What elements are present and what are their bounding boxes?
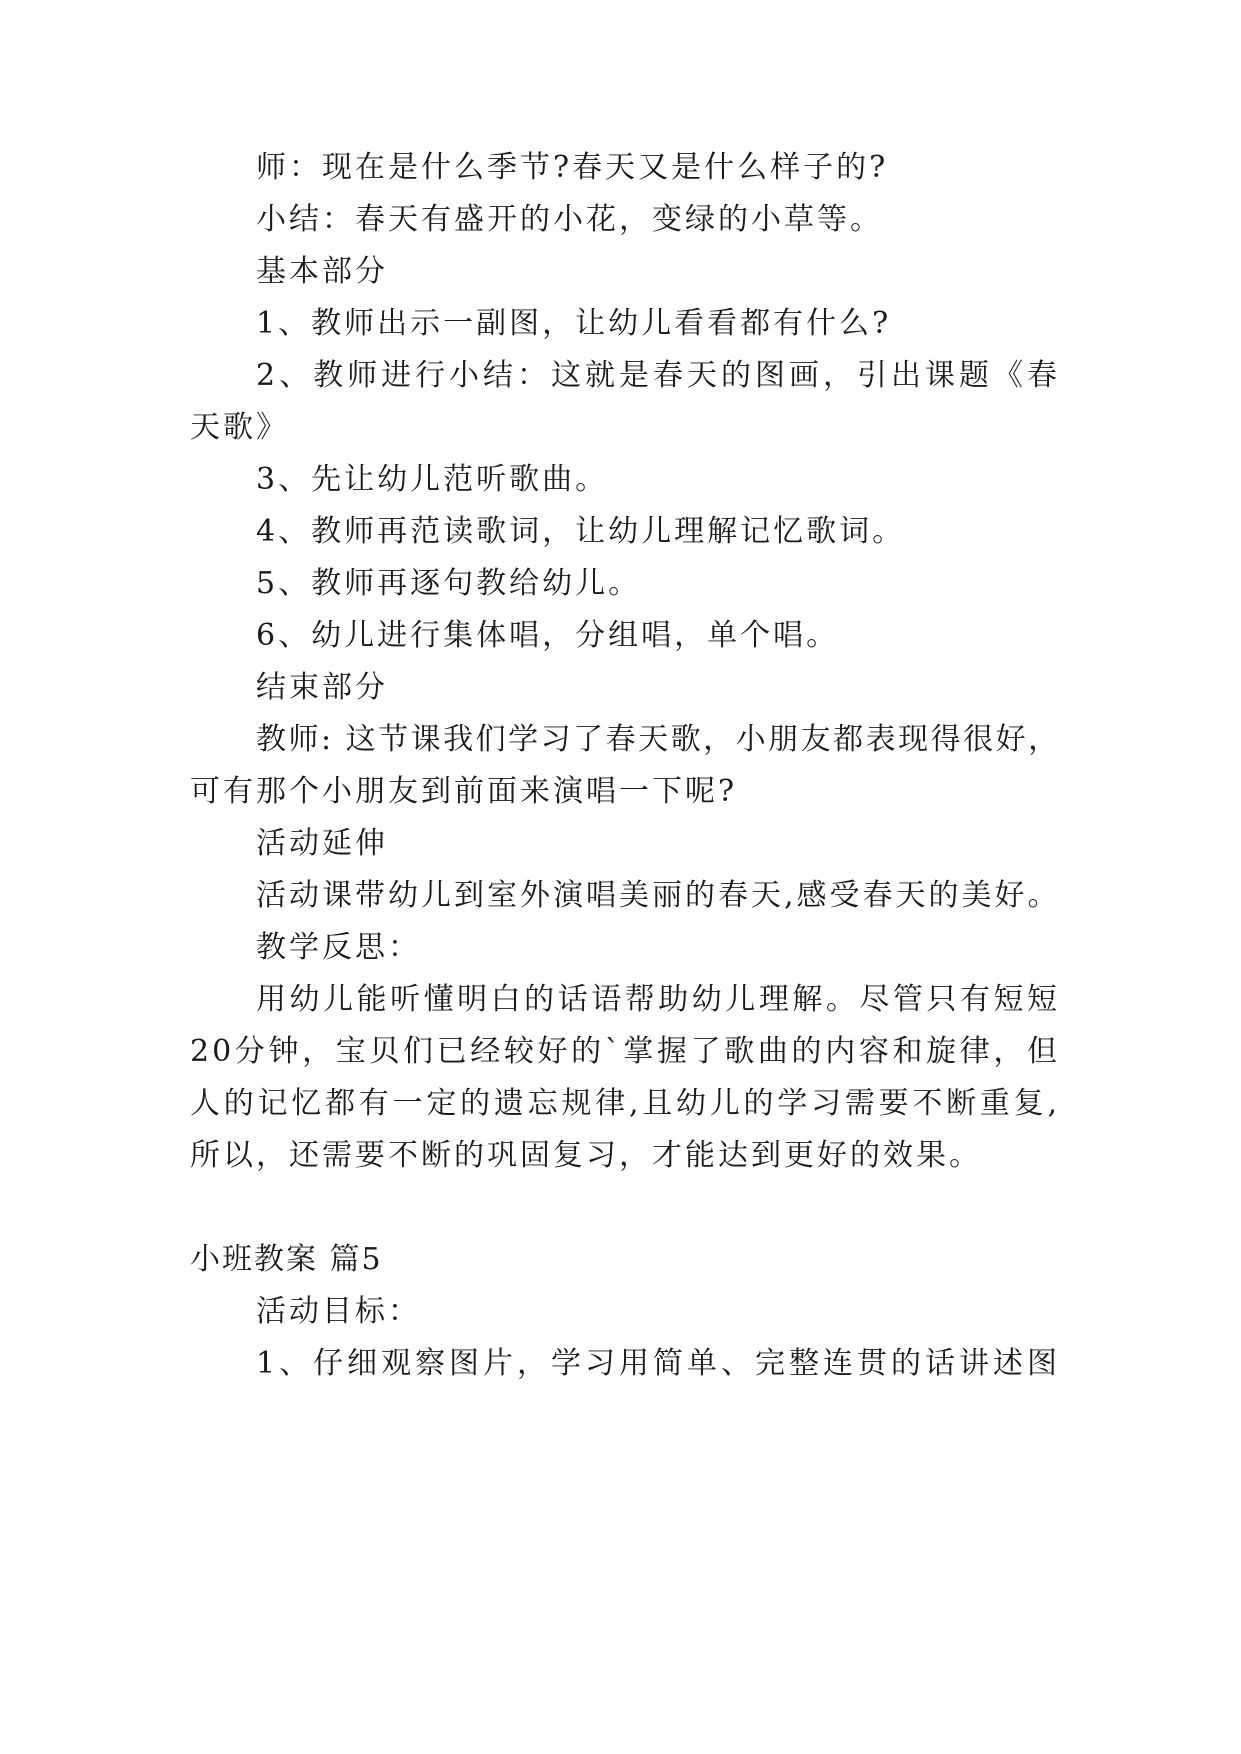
list-item: 5、教师再逐句教给幼儿。 [256,566,642,601]
paragraph-line: 师：现在是什么季节?春天又是什么样子的? [256,150,889,185]
list-item-continuation: 天歌》 [190,410,289,445]
list-item: 1、仔细观察图片，学习用简单、完整连贯的话讲述图 [256,1346,1060,1381]
article-title: 小班教案 篇5 [190,1242,383,1277]
section-heading: 活动延伸 [256,826,388,861]
section-heading: 基本部分 [256,254,388,289]
paragraph-line: 小结：春天有盛开的小花，变绿的小草等。 [256,202,883,237]
paragraph-line: 人的记忆都有一定的遗忘规律,且幼儿的学习需要不断重复, [190,1086,1060,1121]
paragraph-line: 可有那个小朋友到前面来演唱一下呢? [190,774,738,809]
section-heading: 教学反思： [256,930,421,965]
paragraph-line: 活动课带幼儿到室外演唱美丽的春天,感受春天的美好。 [256,878,1061,913]
paragraph-line: 教师: 这节课我们学习了春天歌，小朋友都表现得很好， [256,722,1061,757]
list-item: 2、教师进行小结：这就是春天的图画，引出课题《春 [256,358,1060,393]
list-item: 6、幼儿进行集体唱，分组唱，单个唱。 [256,618,840,653]
paragraph-line: 用幼儿能听懂明白的话语帮助幼儿理解。尽管只有短短 [256,982,1060,1017]
list-item: 3、先让幼儿范听歌曲。 [256,462,609,497]
list-item: 1、教师出示一副图，让幼儿看看都有什么? [256,306,892,341]
paragraph-line: 20分钟，宝贝们已经较好的`掌握了歌曲的内容和旋律，但 [190,1034,1060,1069]
list-item: 4、教师再范读歌词，让幼儿理解记忆歌词。 [256,514,906,549]
paragraph-line: 所以，还需要不断的巩固复习，才能达到更好的效果。 [190,1138,982,1173]
section-heading: 活动目标： [256,1294,421,1329]
section-heading: 结束部分 [256,670,388,705]
